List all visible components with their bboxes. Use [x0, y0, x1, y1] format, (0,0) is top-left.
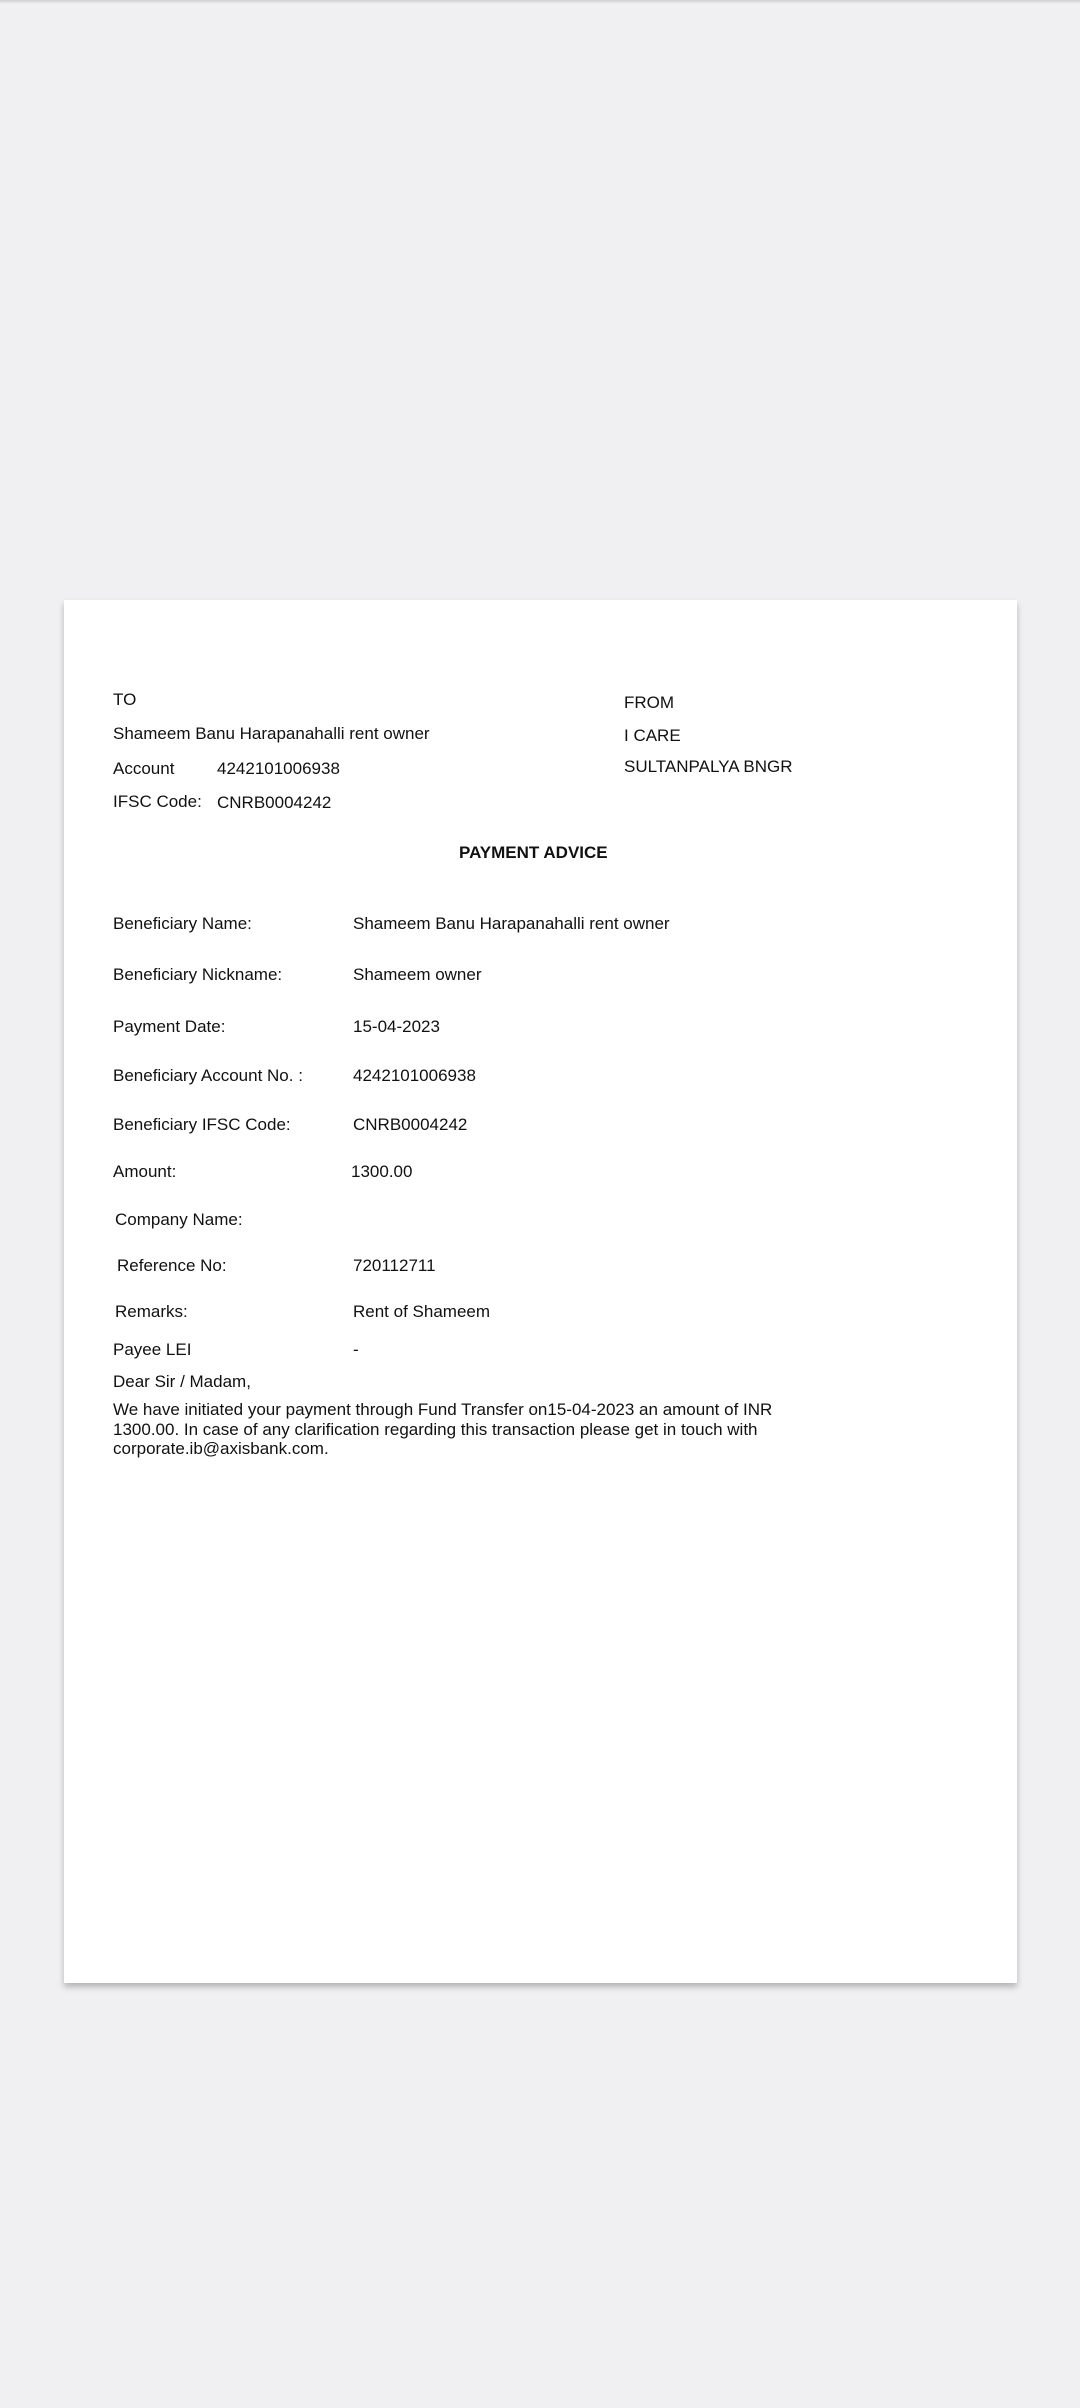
- to-name: Shameem Banu Harapanahalli rent owner: [113, 724, 430, 743]
- payment-date-label: Payment Date:: [113, 1017, 226, 1036]
- to-label: TO: [113, 690, 137, 709]
- message-paragraph: We have initiated your payment through Fund Transfer on15-04-2023 an amount of INR 1300.00. In case of any clarification regarding this transaction please get in touch with corporate.ib@axisbank.com.: [113, 1400, 773, 1458]
- payment-date-value: 15-04-2023: [353, 1017, 440, 1036]
- to-account-value: 4242101006938: [217, 759, 340, 778]
- beneficiary-name-value: Shameem Banu Harapanahalli rent owner: [353, 914, 670, 933]
- payee-lei-value: -: [353, 1340, 359, 1359]
- beneficiary-nickname-label: Beneficiary Nickname:: [113, 965, 283, 984]
- salutation: Dear Sir / Madam,: [113, 1372, 251, 1391]
- beneficiary-account-value: 4242101006938: [353, 1066, 476, 1085]
- beneficiary-ifsc-value: CNRB0004242: [353, 1115, 468, 1134]
- company-name-label: Company Name:: [115, 1210, 243, 1229]
- page-title: PAYMENT ADVICE: [459, 843, 608, 862]
- to-account-label: Account: [113, 759, 175, 778]
- amount-value: 1300.00: [351, 1162, 413, 1181]
- to-ifsc-value: CNRB0004242: [217, 793, 332, 812]
- payee-lei-label: Payee LEI: [113, 1340, 192, 1359]
- beneficiary-ifsc-label: Beneficiary IFSC Code:: [113, 1115, 291, 1134]
- amount-label: Amount:: [113, 1162, 177, 1181]
- reference-no-value: 720112711: [353, 1256, 436, 1275]
- top-shadow: [0, 0, 1080, 4]
- to-ifsc-label: IFSC Code:: [113, 792, 202, 811]
- from-line2: SULTANPALYA BNGR: [624, 757, 793, 776]
- document-page[interactable]: [64, 600, 1017, 1983]
- reference-no-label: Reference No:: [117, 1256, 227, 1275]
- remarks-value: Rent of Shameem: [353, 1302, 491, 1321]
- from-label: FROM: [624, 693, 675, 712]
- beneficiary-name-label: Beneficiary Name:: [113, 914, 252, 933]
- beneficiary-account-label: Beneficiary Account No. :: [113, 1066, 303, 1085]
- remarks-label: Remarks:: [115, 1302, 188, 1321]
- beneficiary-nickname-value: Shameem owner: [353, 965, 482, 984]
- from-line1: I CARE: [624, 726, 681, 745]
